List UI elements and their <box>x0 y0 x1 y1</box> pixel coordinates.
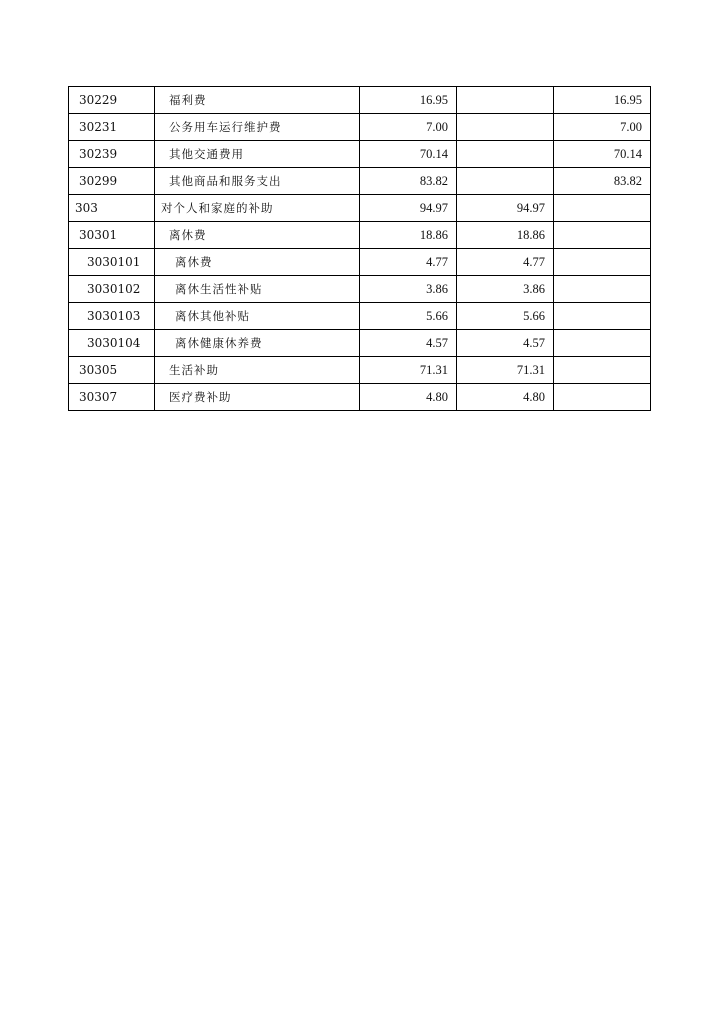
account-name-cell: 其他商品和服务支出 <box>155 168 360 195</box>
total-amount-cell: 7.00 <box>360 114 457 141</box>
table-row <box>69 249 651 276</box>
table-row <box>69 168 651 195</box>
project-expenditure-cell <box>554 195 651 222</box>
account-code-cell: 30299 <box>69 168 155 195</box>
account-code-cell: 3030102 <box>69 276 155 303</box>
table-body <box>69 87 651 411</box>
total-amount-cell: 18.86 <box>360 222 457 249</box>
account-code-cell: 3030101 <box>69 249 155 276</box>
basic-expenditure-cell: 4.77 <box>457 249 554 276</box>
total-amount-cell: 4.57 <box>360 330 457 357</box>
account-name-cell: 离休其他补贴 <box>155 303 360 330</box>
project-expenditure-cell <box>554 384 651 411</box>
account-code-cell: 30229 <box>69 87 155 114</box>
table-row <box>69 384 651 411</box>
total-amount-cell: 71.31 <box>360 357 457 384</box>
account-code-cell: 30307 <box>69 384 155 411</box>
account-code-cell: 30305 <box>69 357 155 384</box>
table-row <box>69 357 651 384</box>
table-row <box>69 222 651 249</box>
account-code-cell: 30239 <box>69 141 155 168</box>
basic-expenditure-cell: 4.80 <box>457 384 554 411</box>
basic-expenditure-cell <box>457 141 554 168</box>
account-name-cell: 其他交通费用 <box>155 141 360 168</box>
total-amount-cell: 70.14 <box>360 141 457 168</box>
account-name-cell: 离休费 <box>155 249 360 276</box>
project-expenditure-cell <box>554 357 651 384</box>
basic-expenditure-cell: 94.97 <box>457 195 554 222</box>
total-amount-cell: 3.86 <box>360 276 457 303</box>
account-name-cell: 医疗费补助 <box>155 384 360 411</box>
account-name-cell: 对个人和家庭的补助 <box>155 195 360 222</box>
basic-expenditure-cell: 71.31 <box>457 357 554 384</box>
table-row <box>69 276 651 303</box>
project-expenditure-cell <box>554 330 651 357</box>
project-expenditure-cell <box>554 303 651 330</box>
basic-expenditure-cell: 3.86 <box>457 276 554 303</box>
table-row <box>69 195 651 222</box>
table-row <box>69 303 651 330</box>
total-amount-cell: 16.95 <box>360 87 457 114</box>
basic-expenditure-cell: 18.86 <box>457 222 554 249</box>
account-code-cell: 3030104 <box>69 330 155 357</box>
table-row <box>69 87 651 114</box>
total-amount-cell: 83.82 <box>360 168 457 195</box>
basic-expenditure-cell: 5.66 <box>457 303 554 330</box>
basic-expenditure-cell <box>457 114 554 141</box>
total-amount-cell: 94.97 <box>360 195 457 222</box>
project-expenditure-cell: 7.00 <box>554 114 651 141</box>
account-name-cell: 离休健康休养费 <box>155 330 360 357</box>
account-name-cell: 福利费 <box>155 87 360 114</box>
total-amount-cell: 5.66 <box>360 303 457 330</box>
project-expenditure-cell <box>554 222 651 249</box>
account-code-cell: 30301 <box>69 222 155 249</box>
account-code-cell: 3030103 <box>69 303 155 330</box>
project-expenditure-cell: 16.95 <box>554 87 651 114</box>
account-name-cell: 离休生活性补贴 <box>155 276 360 303</box>
table-row <box>69 114 651 141</box>
account-name-cell: 生活补助 <box>155 357 360 384</box>
basic-expenditure-cell <box>457 87 554 114</box>
account-code-cell: 30231 <box>69 114 155 141</box>
table-row <box>69 141 651 168</box>
account-name-cell: 离休费 <box>155 222 360 249</box>
project-expenditure-cell: 70.14 <box>554 141 651 168</box>
total-amount-cell: 4.80 <box>360 384 457 411</box>
account-name-cell: 公务用车运行维护费 <box>155 114 360 141</box>
basic-expenditure-cell <box>457 168 554 195</box>
budget-expenditure-table <box>68 86 651 411</box>
total-amount-cell: 4.77 <box>360 249 457 276</box>
table-row <box>69 330 651 357</box>
project-expenditure-cell <box>554 249 651 276</box>
basic-expenditure-cell: 4.57 <box>457 330 554 357</box>
project-expenditure-cell <box>554 276 651 303</box>
project-expenditure-cell: 83.82 <box>554 168 651 195</box>
account-code-cell: 303 <box>69 195 155 222</box>
